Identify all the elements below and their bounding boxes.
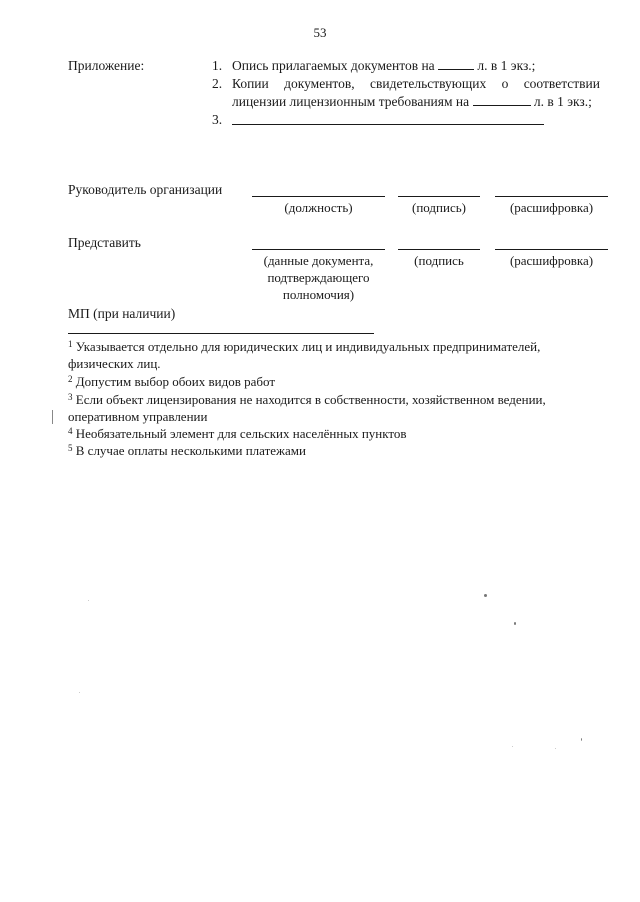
- decoding-caption: (расшифровка): [509, 200, 594, 215]
- scan-speck: [581, 738, 582, 741]
- represent-label: Представить: [68, 235, 141, 250]
- signature-caption: (подпись): [412, 200, 466, 215]
- position-line: [252, 196, 385, 197]
- footnote-separator: [68, 333, 374, 334]
- attachment-item-3-blank-line: [232, 124, 544, 125]
- footnote-text: Указывается отдельно для юридических лиц и индивидуальных предпринимателей,: [75, 339, 541, 354]
- attachment-item-3-number: 3.: [212, 112, 223, 127]
- attachment-item-1: [232, 57, 535, 74]
- scan-speck: [555, 748, 556, 749]
- word: о: [501, 76, 509, 91]
- footnote-2: [68, 373, 588, 390]
- footnote-1: [68, 338, 588, 372]
- page-number: 53: [313, 25, 327, 40]
- footnote-text: Допустим выбор обоих видов работ: [75, 374, 276, 389]
- attachment-item-1-text-b: л. в 1 экз.;: [477, 58, 536, 73]
- footnote-mark: 1: [68, 339, 73, 349]
- attachment-item-2-number: 2.: [212, 76, 223, 91]
- footnote-text: Необязательный элемент для сельских населённых пунктов: [75, 426, 407, 441]
- document-data-caption: [248, 252, 389, 303]
- footnote-mark: 4: [68, 426, 73, 436]
- attachment-item-2-line-2: [232, 93, 592, 110]
- footnote-4: [68, 425, 588, 442]
- footnote-mark: 5: [68, 443, 73, 453]
- scan-speck: [484, 594, 487, 597]
- document-data-line: [252, 249, 385, 250]
- decoding-line: [495, 196, 608, 197]
- attachment-item-2-text-b: л. в 1 экз.;: [533, 94, 592, 109]
- caption-line: (данные документа,: [263, 253, 374, 268]
- footnote-5: [68, 442, 588, 459]
- signature-line: [398, 249, 480, 250]
- decoding-line: [495, 249, 608, 250]
- blank-line: [473, 93, 531, 106]
- blank-line: [438, 57, 474, 70]
- word: Копии: [232, 76, 269, 91]
- footnote-3: [68, 391, 588, 425]
- footnote-text: Если объект лицензирования не находится в собственности, хозяйственном ведении,: [75, 392, 546, 407]
- scan-speck: [512, 746, 513, 747]
- attachment-item-1-text-a: Опись прилагаемых документов на: [232, 58, 435, 73]
- scan-mark: [52, 410, 53, 424]
- caption-line: подтверждающего: [267, 270, 370, 285]
- attachment-label: Приложение:: [68, 58, 145, 73]
- signature-line: [398, 196, 480, 197]
- footnote-text: В случае оплаты несколькими платежами: [75, 443, 306, 458]
- signature-caption: (подпись: [414, 253, 464, 268]
- decoding-caption: (расшифровка): [509, 253, 594, 268]
- footnote-mark: 3: [68, 392, 73, 402]
- caption-line: полномочия): [282, 287, 355, 302]
- attachment-item-2-line-1: [232, 75, 600, 92]
- word: документов,: [284, 76, 355, 91]
- attachment-item-1-number: 1.: [212, 58, 223, 73]
- attachment-item-2-text-a: лицензии лицензионным требованиям на: [232, 94, 470, 109]
- position-caption: (должность): [284, 200, 353, 215]
- scan-speck: [79, 692, 80, 693]
- scan-speck: [514, 622, 516, 625]
- footnote-mark: 2: [68, 374, 73, 384]
- seal-label: МП (при наличии): [68, 306, 176, 321]
- head-of-organization-label: Руководитель организации: [68, 182, 223, 197]
- word: соответствии: [523, 76, 600, 91]
- footnote-text-continuation: оперативном управлении: [68, 409, 208, 424]
- word: свидетельствующих: [370, 76, 487, 91]
- scan-speck: [88, 600, 89, 601]
- footnote-text-continuation: физических лиц.: [68, 356, 161, 371]
